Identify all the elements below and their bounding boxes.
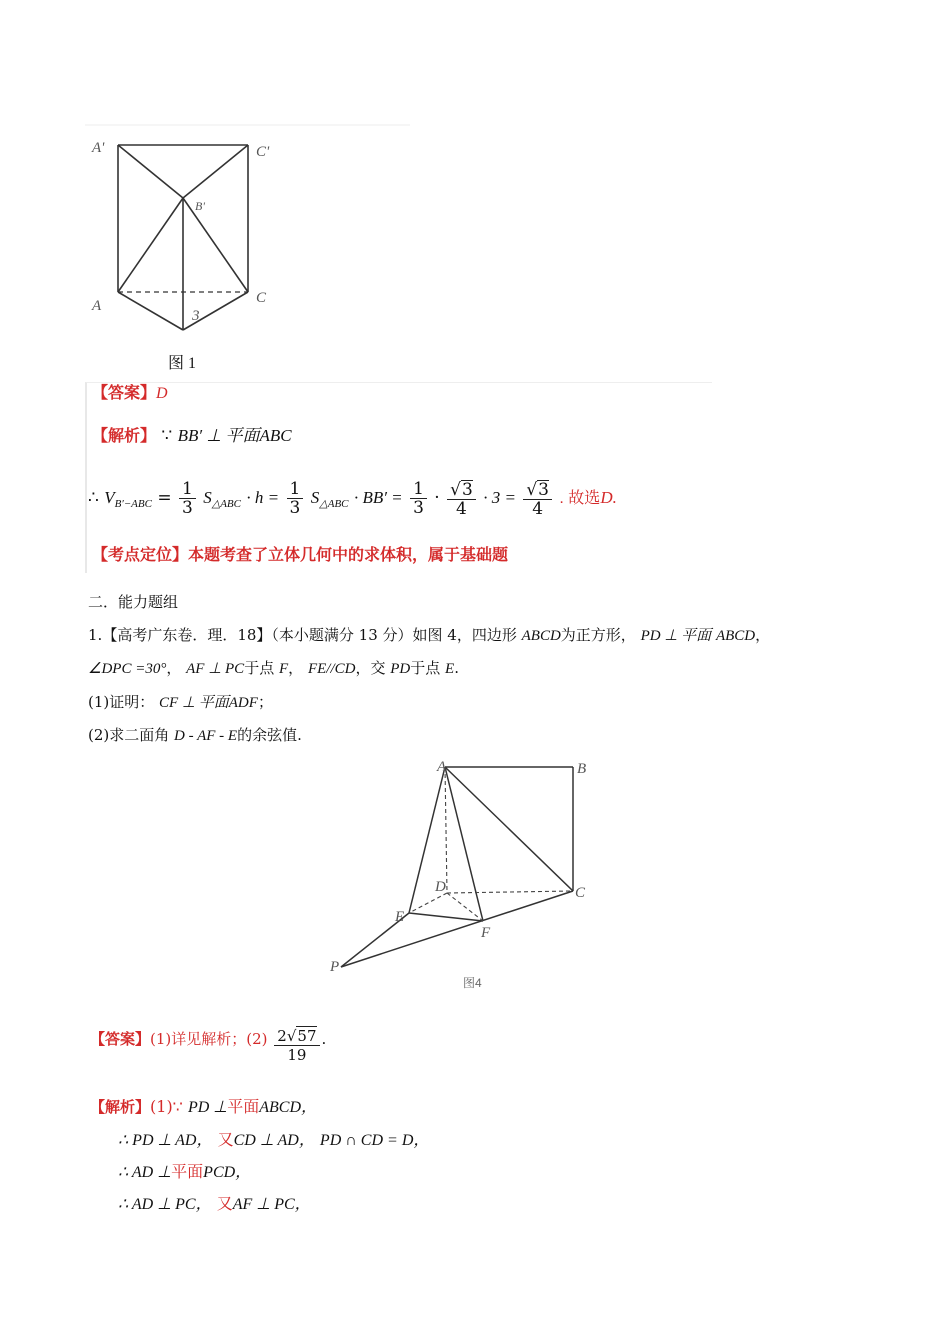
edge-a-prime-b-prime [118, 145, 183, 198]
angle-dpc: ∠DPC =30° [88, 661, 167, 677]
answer-2-parts: (1)详见解析；(2) [150, 1030, 268, 1048]
choose-text: . 故选 [559, 490, 601, 507]
edge-c-prime-b-prime [183, 145, 248, 198]
label-c-prime: C' [256, 144, 270, 160]
fraction-one-third-2 [287, 480, 304, 517]
question-1-statement: CF ⊥ 平面ADF [159, 695, 258, 711]
also-word: 又 [216, 1194, 233, 1213]
dot-1: · [434, 488, 440, 508]
analysis-2-line-4 [118, 1194, 311, 1215]
edge-b-prime-a [118, 198, 183, 292]
answer-2 [90, 1028, 326, 1064]
sqrt-radicand: 3 [538, 479, 549, 500]
answer-2-end: . [321, 1030, 327, 1048]
label-a: A [92, 298, 102, 314]
sqrt-radicand: 3 [461, 479, 473, 500]
label-a: A [437, 759, 447, 775]
fraction-one-third-1 [179, 480, 196, 517]
s-subscript-1: △ABC [211, 498, 241, 510]
problem-source: 【高考广东卷．理．18】 [102, 626, 272, 644]
choose-value: D. [600, 488, 617, 507]
question-2-number: (2)求二面角 [88, 726, 170, 744]
label-c: C [575, 885, 586, 901]
figure-1 [80, 120, 420, 380]
fraction-one-third-3 [410, 480, 427, 517]
edge-de-hidden [409, 893, 447, 913]
problem-1-line-1 [88, 625, 770, 646]
at-point-f: 于点 [244, 659, 275, 677]
label-b-prime: B' [195, 199, 205, 213]
abcd: ABCD， [259, 1099, 318, 1116]
analysis-1-line-1 [92, 426, 292, 447]
frac-num: 1 [179, 480, 196, 499]
question-2-angle: D - AF - E [174, 728, 238, 744]
at-point-e: 于点 [410, 659, 441, 677]
plane-word: 平面 [171, 1162, 204, 1181]
figure-4 [325, 755, 605, 995]
frac-num: √3 [523, 480, 552, 500]
answer-value: D [156, 385, 168, 402]
frac-den: 19 [287, 1046, 307, 1064]
af-perp-pc: AF ⊥ PC [186, 661, 245, 677]
label-d: D [435, 879, 446, 895]
edge-b-prime-c [183, 198, 248, 292]
question-1 [88, 692, 273, 713]
analysis-tag: 【解析】 [92, 428, 157, 445]
label-b: B [577, 761, 587, 777]
af-perp-pc: AF ⊥ PC， [232, 1196, 311, 1213]
edge-ac [445, 767, 573, 891]
edge-ad-hidden [445, 767, 447, 893]
pd: PD [390, 661, 411, 677]
frac-den: 4 [532, 498, 544, 519]
edge-pc [341, 891, 573, 967]
edge-dc-hidden [447, 891, 573, 893]
abcd-1: ABCD [521, 628, 561, 644]
question-1-end: ； [257, 693, 273, 711]
answer-2-tag: 【答案】 [90, 1031, 151, 1048]
period: . [454, 659, 459, 677]
kaodian-text: 本题考查了立体几何中的求体积，属于基础题 [188, 547, 509, 564]
abcd-2: ABCD [715, 628, 756, 644]
volume-formula [88, 478, 617, 524]
figure-1-caption: 图 1 [168, 355, 197, 372]
equals-1: = [157, 488, 172, 508]
fe-parallel-cd: FE//CD [307, 661, 356, 677]
pd-perp-ad: ∴ PD ⊥ AD， [118, 1132, 213, 1149]
section-2-title: 二．能力题组 [88, 593, 179, 611]
pd-perp: PD ⊥ 平面 [640, 628, 712, 644]
analysis-2-line-2 [118, 1130, 429, 1151]
fraction-sqrt3-over-4-2 [523, 480, 552, 518]
times-three: · 3 = [483, 488, 516, 507]
comma-1: ， [755, 626, 771, 644]
ad-perp-pc: ∴ AD ⊥ PC， [118, 1196, 212, 1213]
answer-1 [92, 384, 168, 404]
label-p: P [330, 959, 340, 975]
times-bb: · BB′ = [353, 488, 403, 507]
figure-4-caption: 图4 [463, 976, 482, 990]
label-a-prime: A' [92, 140, 105, 156]
edge-ef [409, 913, 483, 921]
because-symbol: ∵ [161, 426, 173, 446]
intersect: ，交 [355, 659, 386, 677]
problem-number: 1. [88, 626, 103, 644]
kaodian-tag: 【考点定位】 [92, 547, 189, 564]
frac-num: √3 [447, 480, 476, 500]
frac-den: 3 [182, 498, 193, 518]
analysis-2-part: (1)∵ [150, 1097, 183, 1116]
sqrt-radicand: 57 [297, 1027, 317, 1045]
fraction-2sqrt57-over-19 [274, 1026, 319, 1064]
times-h: · h = [246, 488, 280, 507]
is-square: 为正方形， [560, 626, 636, 644]
bb-perp-abc: BB′ ⊥ 平面ABC [177, 426, 292, 445]
frac-den: 3 [413, 498, 424, 518]
v-subscript: B′−ABC [114, 498, 152, 510]
frac-den: 4 [456, 498, 467, 519]
problem-intro: （本小题满分 13 分）如图 4，四边形 [271, 626, 517, 644]
point-e: E [445, 661, 455, 677]
plane-word: 平面 [227, 1097, 260, 1116]
pd-perp: PD ⊥ [187, 1099, 228, 1116]
s-symbol-1: S [203, 488, 212, 507]
kaodian [92, 546, 508, 566]
frac-num: 1 [410, 480, 427, 499]
problem-1-line-2 [88, 658, 459, 679]
frac-den: 3 [289, 498, 301, 518]
also-word: 又 [217, 1130, 234, 1149]
therefore-symbol: ∴ [88, 488, 99, 508]
analysis-2-tag: 【解析】 [90, 1099, 151, 1116]
fraction-sqrt3-over-4-1 [447, 480, 476, 518]
frac-num: 1 [287, 480, 304, 499]
label-f: F [481, 925, 491, 941]
analysis-2-line-3 [118, 1162, 251, 1183]
point-f: F [278, 661, 289, 677]
question-2-end: 的余弦值. [237, 726, 302, 744]
question-2 [88, 725, 302, 746]
pd-cap-cd: PD ∩ CD = D， [319, 1132, 430, 1149]
analysis-2-line-1 [90, 1097, 317, 1118]
comma-3: ， [288, 659, 304, 677]
answer-tag: 【答案】 [92, 385, 157, 402]
label-three: 3 [192, 308, 200, 324]
v-symbol: V [104, 488, 115, 507]
label-e: E [395, 909, 405, 925]
edge-a-b [118, 292, 183, 330]
edge-af [445, 767, 483, 921]
comma-2: ， [166, 659, 182, 677]
pcd: PCD， [203, 1164, 252, 1181]
frac-num: 2√57 [274, 1026, 319, 1046]
cd-perp-ad: CD ⊥ AD， [233, 1132, 315, 1149]
question-1-number: (1)证明： [88, 693, 155, 711]
label-c: C [256, 290, 267, 306]
s-subscript-2: △ABC [319, 498, 349, 510]
s-symbol-2: S [310, 488, 320, 507]
ad-perp: ∴ AD ⊥ [118, 1164, 172, 1181]
coef: 2 [277, 1027, 287, 1045]
